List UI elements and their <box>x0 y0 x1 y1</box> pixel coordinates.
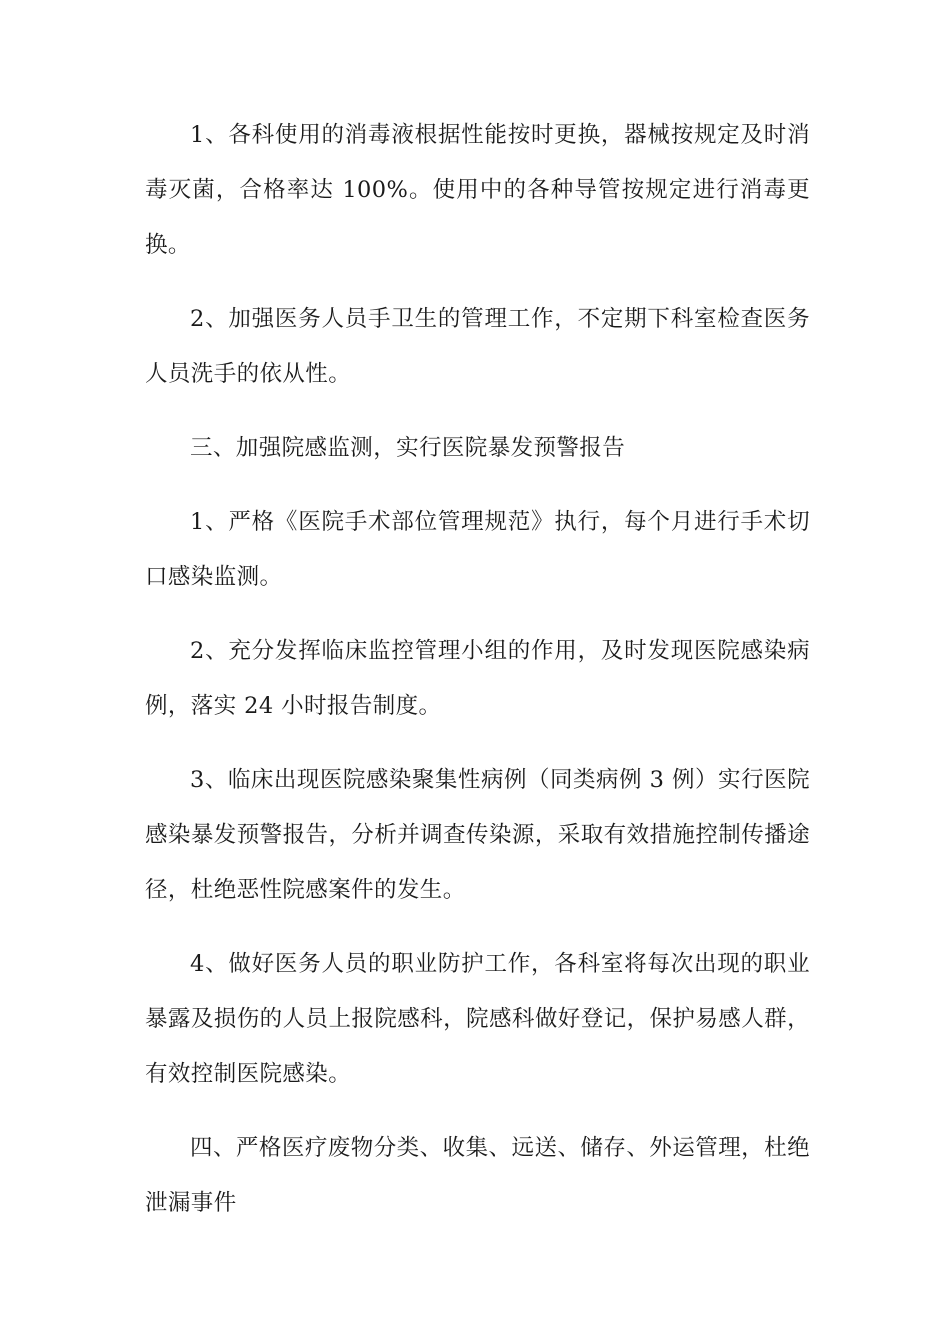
document-body <box>145 108 810 1250</box>
paragraph-surgical-site: 1、严格《医院手术部位管理规范》执行，每个月进行手术切口感染监测。 <box>145 509 810 590</box>
section-heading-medical-waste: 四、严格医疗废物分类、收集、远送、储存、外运管理，杜绝泄漏事件 <box>145 1135 810 1216</box>
paragraph-monitoring-group: 2、充分发挥临床监控管理小组的作用，及时发现医院感染病例，落实 24 小时报告制度。 <box>145 638 810 719</box>
section-heading-monitoring: 三、加强院感监测，实行医院暴发预警报告 <box>190 435 626 461</box>
paragraph-occupational-protection: 4、做好医务人员的职业防护工作，各科室将每次出现的职业暴露及损伤的人员上报院感科，院感科做好登记，保护易感人群，有效控制医院感染。 <box>145 951 810 1087</box>
paragraph-hand-hygiene: 2、加强医务人员手卫生的管理工作，不定期下科室检查医务人员洗手的依从性。 <box>145 306 810 387</box>
paragraph-disinfection: 1、各科使用的消毒液根据性能按时更换，器械按规定及时消毒灭菌，合格率达 100%。使用中的各种导管按规定进行消毒更换。 <box>145 122 810 258</box>
paragraph-outbreak-warning: 3、临床出现医院感染聚集性病例（同类病例 3 例）实行医院感染暴发预警报告，分析并调查传染源，采取有效措施控制传播途径，杜绝恶性院感案件的发生。 <box>145 767 810 903</box>
